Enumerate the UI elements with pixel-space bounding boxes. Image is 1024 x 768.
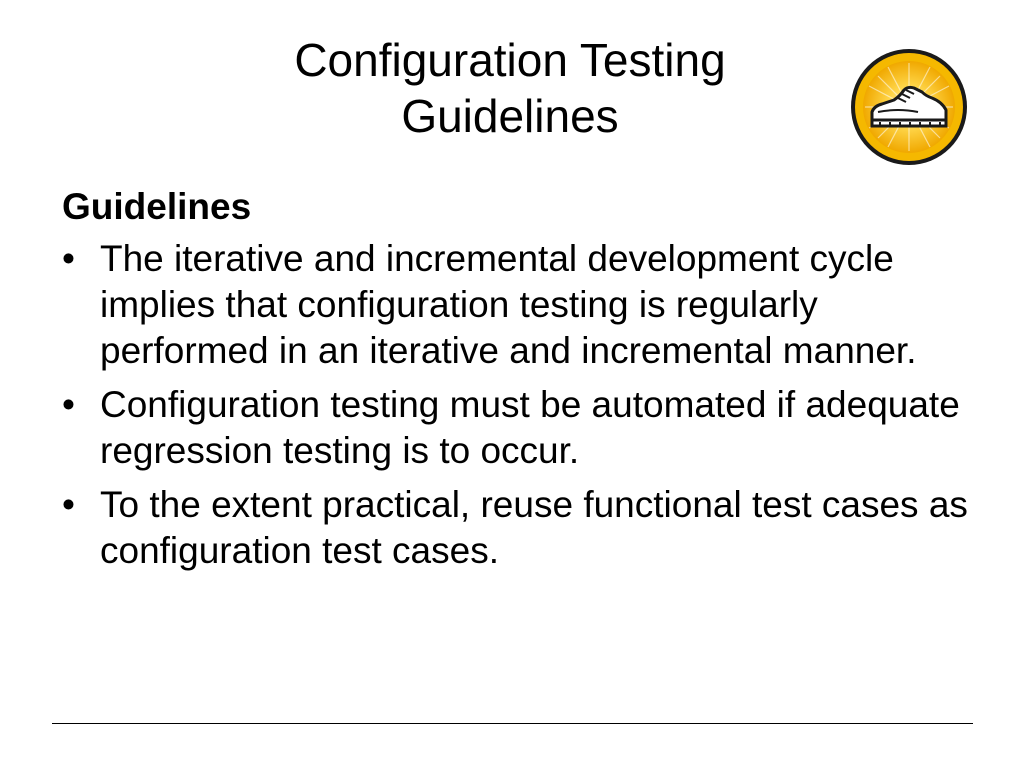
slide-title-line-1: Configuration Testing — [294, 34, 726, 86]
bullet-marker: • — [62, 384, 75, 425]
slide-title — [150, 32, 870, 144]
bullet-text: To the extent practical, reuse functional test cases as configuration test cases. — [100, 484, 968, 571]
bullet-text: The iterative and incremental development cycle implies that configuration testing is regularly performed in an iterative and incremental manner. — [100, 238, 917, 371]
bullet-item-2 — [62, 382, 972, 474]
bullet-list — [62, 236, 972, 574]
sneaker-icon — [848, 46, 970, 168]
slide-title-line-2: Guidelines — [401, 90, 619, 142]
slide-content — [62, 184, 972, 582]
footer-divider — [52, 723, 973, 724]
bullet-marker: • — [62, 238, 75, 279]
bullet-text: Configuration testing must be automated if adequate regression testing is to occur. — [100, 384, 960, 471]
section-heading: Guidelines — [62, 186, 252, 227]
bullet-item-1 — [62, 236, 972, 374]
bullet-item-3 — [62, 482, 972, 574]
bullet-marker: • — [62, 484, 75, 525]
